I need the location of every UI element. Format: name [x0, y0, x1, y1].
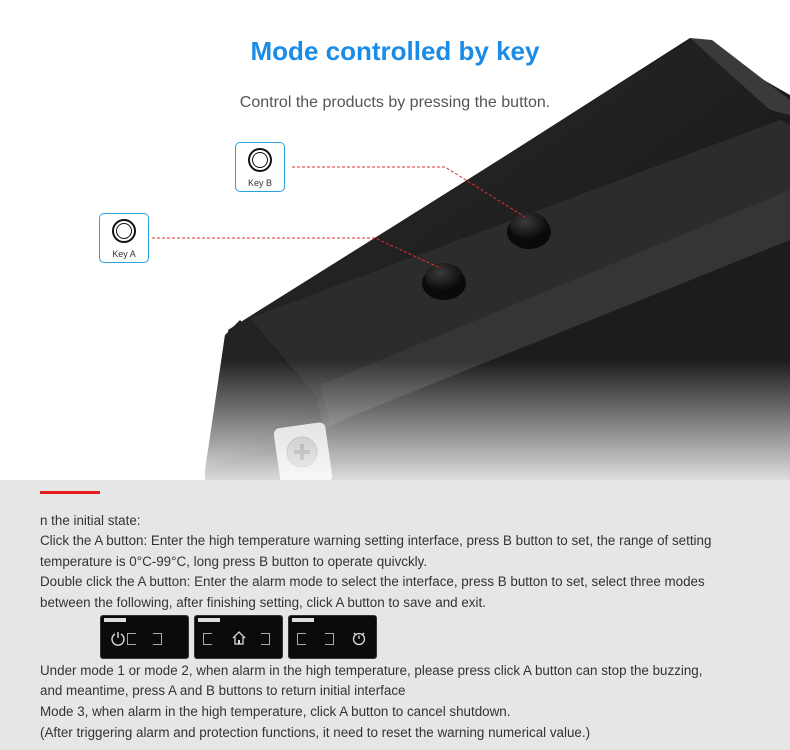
key-b-icon: [248, 148, 272, 172]
instruction-line: Double click the A button: Enter the alarm mode to select the interface, press B button to set, select three modes: [40, 574, 705, 589]
instruction-line: n the initial state:: [40, 513, 141, 528]
key-a-icon: [112, 219, 136, 243]
home-icon: [231, 630, 247, 646]
instruction-line: between the following, after finishing setting, click A button to save and exit.: [40, 595, 486, 610]
accent-bar: [40, 491, 100, 494]
page-subtitle: Control the products by pressing the button.: [239, 94, 551, 111]
instruction-line: Mode 3, when alarm in the high temperature, click A button to cancel shutdown.: [40, 704, 511, 719]
instruction-line: (After triggering alarm and protection functions, it need to reset the warning numerical value.): [40, 725, 591, 740]
key-b-label: Key B: [247, 178, 272, 188]
page-title: Mode controlled by key: [250, 36, 540, 66]
timer-icon: [351, 630, 367, 646]
mode-screen-3: [288, 615, 377, 659]
instruction-line: Under mode 1 or mode 2, when alarm in the high temperature, please press click A button can stop the buzzing,: [40, 663, 703, 678]
key-a-label: Key A: [112, 249, 136, 259]
mode-screens: [100, 615, 390, 659]
mode-screen-2: [194, 615, 283, 659]
mode-screen-1: [100, 615, 189, 659]
key-b-callout: [235, 142, 285, 192]
instructions-panel: [0, 480, 790, 750]
instruction-line: Click the A button: Enter the high temperature warning setting interface, press B button to set, the range of setting: [40, 533, 712, 548]
instruction-line: temperature is 0°C-99°C, long press B button to operate quivckly.: [40, 554, 428, 569]
power-icon: [110, 630, 126, 646]
instruction-line: and meantime, press A and B buttons to return initial interface: [40, 683, 406, 698]
key-a-callout: [99, 213, 149, 263]
